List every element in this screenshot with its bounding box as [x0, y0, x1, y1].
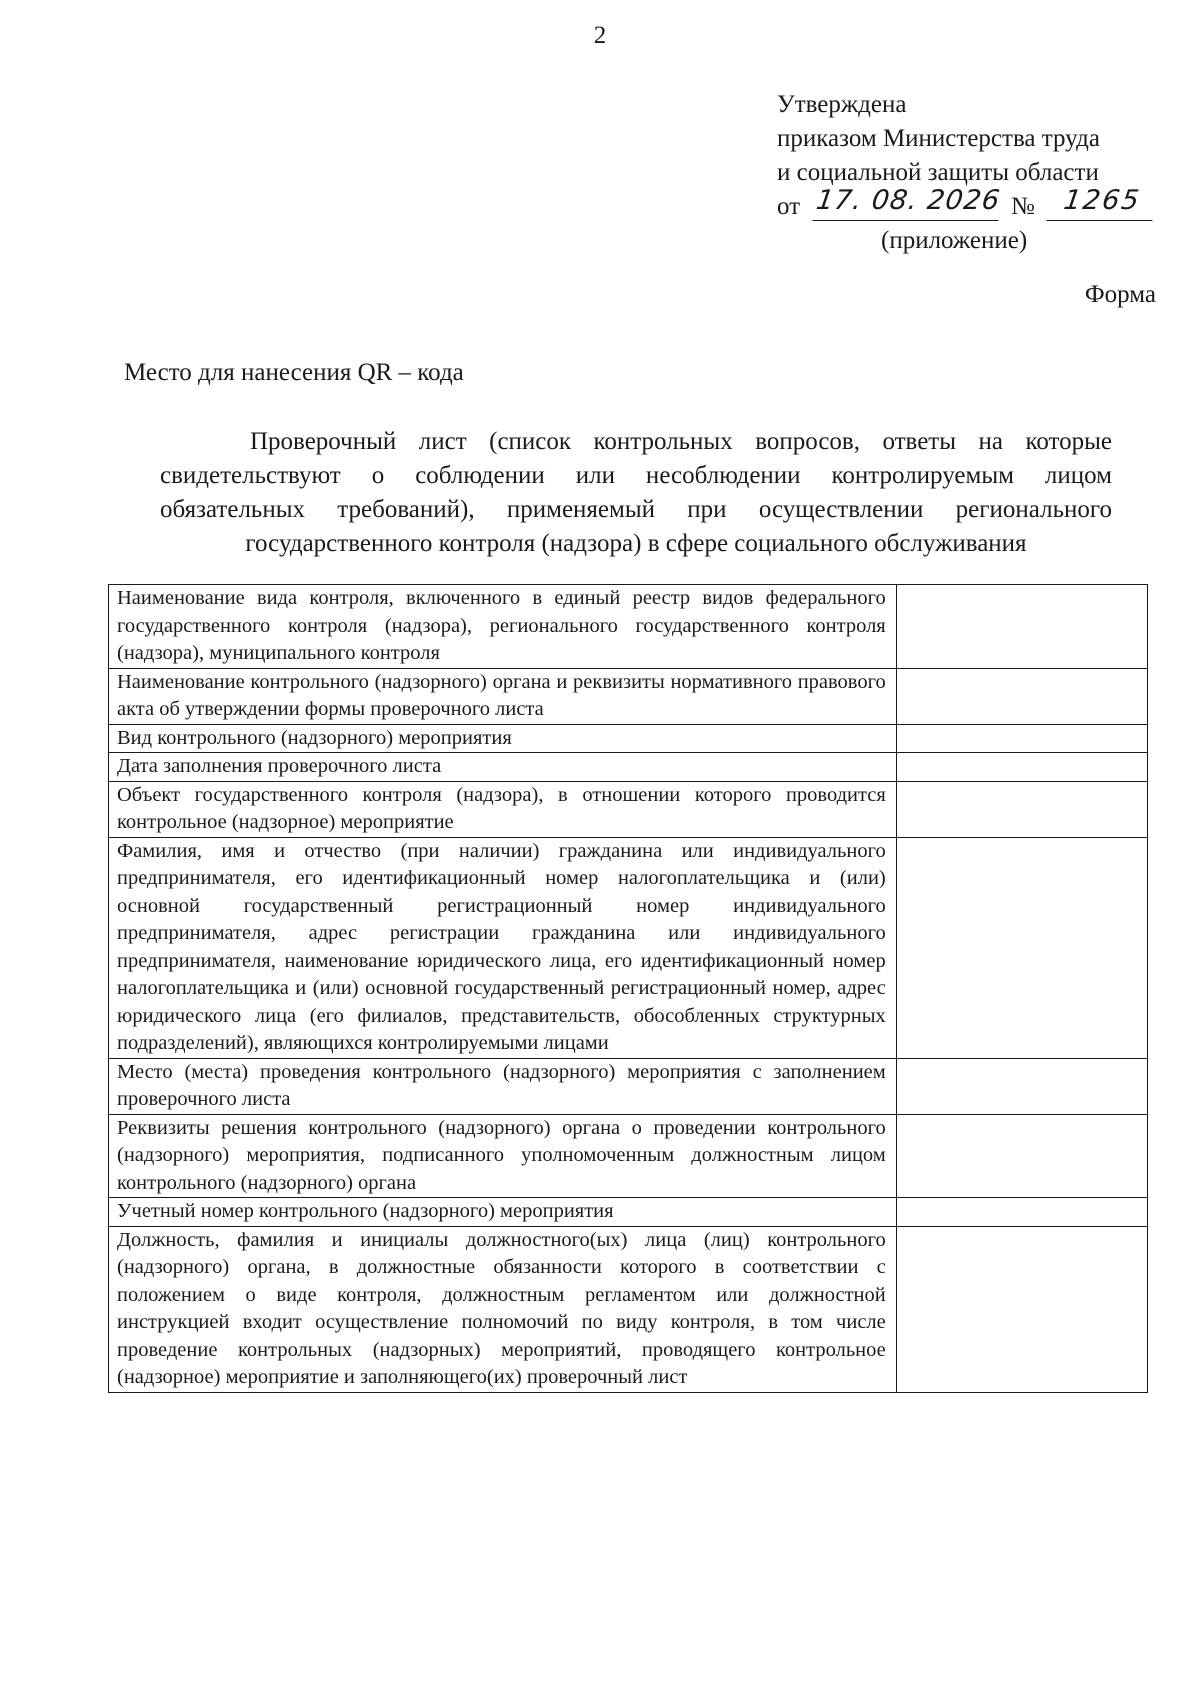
row-value-field[interactable] — [896, 1226, 1147, 1392]
row-value-field[interactable] — [896, 1198, 1147, 1227]
row-value-field[interactable] — [896, 585, 1147, 669]
number-prefix: № — [1011, 193, 1035, 220]
attachment-note: (приложение) — [881, 227, 1028, 254]
approval-stamp — [777, 88, 1143, 258]
table-row — [109, 724, 1148, 753]
row-label: Место (места) проведения контрольного (надзорного) мероприятия с заполнением проверочного листа — [109, 1058, 897, 1114]
row-label: Наименование контрольного (надзорного) органа и реквизиты нормативного правового акта об утверждении формы проверочного листа — [109, 668, 897, 724]
approval-line-2: приказом Министерства труда — [777, 125, 1100, 152]
table-row — [109, 753, 1148, 782]
row-value-field[interactable] — [896, 668, 1147, 724]
approval-date-row — [777, 185, 1143, 224]
handwritten-number: 1265 — [1046, 184, 1157, 221]
table-row — [109, 1114, 1148, 1198]
table-row — [109, 585, 1148, 669]
row-label: Учетный номер контрольного (надзорного) мероприятия — [109, 1198, 897, 1227]
row-value-field[interactable] — [896, 1114, 1147, 1198]
row-label: Должность, фамилия и инициалы должностного(ых) лица (лиц) контрольного (надзорного) органа, в должностные обязанности которого в соответствии с положением о виде контроля, должностным регламентом или должностной инструкцией входит осуществление полномочий по виду контроля, в том числе проведение контрольных (надзорных) мероприятий, проводящего контрольное (надзорное) мероприятие и заполняющего(их) проверочный лист — [109, 1226, 897, 1392]
row-value-field[interactable] — [896, 837, 1147, 1058]
form-label: Форма — [1084, 281, 1156, 308]
approval-line-3: и социальной защиты области — [777, 159, 1099, 186]
table-row — [109, 1226, 1148, 1392]
row-label: Реквизиты решения контрольного (надзорного) органа о проведении контрольного (надзорного) мероприятия, подписанного уполномоченным должностным лицом контрольного (надзорного) органа — [109, 1114, 897, 1198]
row-value-field[interactable] — [896, 724, 1147, 753]
table-row — [109, 781, 1148, 837]
qr-code-placeholder: Место для нанесения QR – кода — [124, 359, 464, 386]
row-label: Фамилия, имя и отчество (при наличии) гражданина или индивидуального предпринимателя, его идентификационный номер налогоплательщика и (или) основной государственный регистрационный номер индивидуального предпринимателя, адрес регистрации гражданина или индивидуального предпринимателя, наименование юридического лица, его идентификационный номер налогоплательщика и (или) основной государственный регистрационный номер, адрес юридического лица (его филиалов, представительств, обособленных структурных подразделений), являющихся контролируемыми лицами — [109, 837, 897, 1058]
document-title: Проверочный лист (список контрольных вопросов, ответы на которые свидетельствуют о соблюдении или несоблюдении контролируемым лицом обязательных требований), применяемый при осуществлении регионального государственного контроля (надзора) в сфере социального обслуживания — [160, 428, 1112, 557]
row-value-field[interactable] — [896, 753, 1147, 782]
row-label: Дата заполнения проверочного листа — [109, 753, 897, 782]
table-row — [109, 1198, 1148, 1227]
page-number: 2 — [593, 22, 607, 49]
table-row — [109, 1058, 1148, 1114]
table-row — [109, 668, 1148, 724]
handwritten-date: 17. 08. 2026 — [812, 184, 1003, 221]
row-value-field[interactable] — [896, 781, 1147, 837]
row-label: Вид контрольного (надзорного) мероприятия — [109, 724, 897, 753]
table-row — [109, 837, 1148, 1058]
row-value-field[interactable] — [896, 1058, 1147, 1114]
date-prefix: от — [777, 193, 801, 220]
checklist-header-table — [108, 584, 1148, 1393]
row-label: Наименование вида контроля, включенного в единый реестр видов федерального государственного контроля (надзора), регионального государственного контроля (надзора), муниципального контроля — [109, 585, 897, 669]
approval-line-1: Утверждена — [777, 91, 907, 118]
row-label: Объект государственного контроля (надзора), в отношении которого проводится контрольное (надзорное) мероприятие — [109, 781, 897, 837]
